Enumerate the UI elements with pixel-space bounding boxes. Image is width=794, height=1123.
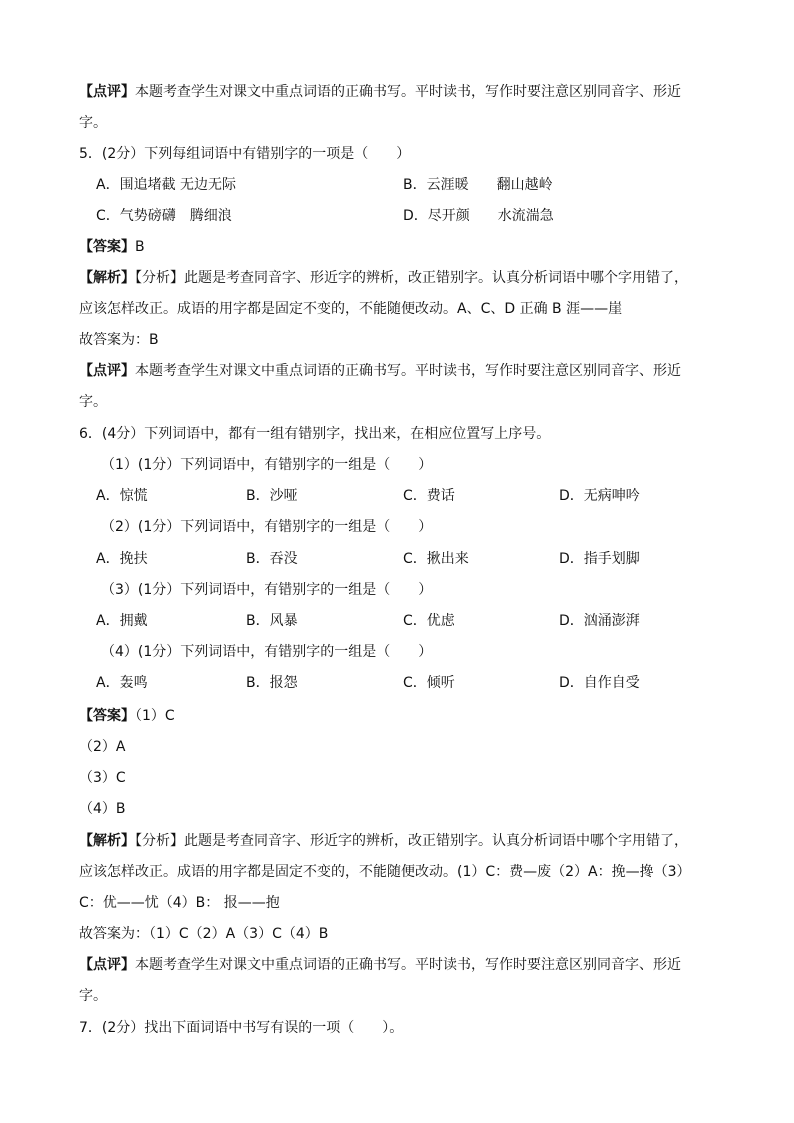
q6-sub4-option-c: C．倾听 (403, 675, 455, 691)
comment-label: 【点评】 (79, 957, 135, 973)
q6-sub1-option-d: D．无病呻吟 (559, 488, 640, 504)
q6-sub4-stem: （4）(1分）下列词语中，有错别字的一组是（ ） (101, 644, 433, 660)
q6-sub1-stem: （1）(1分）下列词语中，有错别字的一组是（ ） (101, 457, 433, 473)
q6-sub2-option-c: C．揪出来 (403, 551, 469, 567)
q6-sub1-option-a: A．惊慌 (96, 488, 148, 504)
q5-analysis (79, 268, 719, 288)
q6-sub3-stem: （3）(1分）下列词语中，有错别字的一组是（ ） (101, 582, 433, 598)
q6-answer-2: （2）A (79, 739, 126, 755)
q6-answer-3: （3）C (79, 770, 126, 786)
comment-line (79, 82, 719, 102)
q6-sub3-option-c: C．优虑 (403, 613, 455, 629)
answer-label: 【答案】 (79, 239, 135, 255)
q7-stem: 7．(2分）找出下面词语中书写有误的一项（ ）。 (79, 1020, 404, 1036)
q5-comment-cont: 字。 (79, 394, 107, 410)
q5-option-d: D．尽开颜 水流湍急 (403, 208, 554, 224)
q6-final-answer: 故答案为：（1）C（2）A（3）C（4）B (79, 926, 329, 942)
q6-sub3-option-a: A．拥戴 (96, 613, 148, 629)
q6-comment-cont: 字。 (79, 988, 107, 1004)
q6-analysis-cont-2: C：优——忧（4）B： 报——抱 (79, 895, 280, 911)
q6-analysis-text: 此题是考查同音字、形近字的辨析，改正错别字。认真分析词语中哪个字用错了， (184, 833, 688, 849)
q6-answer-1: （1）C (135, 708, 175, 724)
q6-analysis (79, 831, 719, 851)
q5-stem: 5．(2分）下列每组词语中有错别字的一项是（ ） (79, 146, 411, 162)
q5-answer (79, 237, 719, 257)
q6-sub4-option-b: B．报怨 (246, 675, 298, 691)
analysis-label: 【解析】 (79, 270, 135, 286)
q5-option-b: B．云涯暖 翻山越岭 (403, 177, 553, 193)
q5-analysis-cont: 应该怎样改正。成语的用字都是固定不变的，不能随便改动。A、C、D 正确 B 涯——崖 (79, 301, 623, 317)
comment-label: 【点评】 (79, 363, 135, 379)
q6-comment (79, 955, 719, 975)
q6-sub2-option-b: B．吞没 (246, 551, 298, 567)
comment-label: 【点评】 (79, 84, 135, 100)
comment-text: 本题考查学生对课文中重点词语的正确书写。平时读书，写作时要注意区别同音字、形近 (135, 957, 681, 973)
q5-option-a: A．围追堵截 无边无际 (96, 177, 237, 193)
q6-sub3-option-d: D．汹涌澎湃 (559, 613, 640, 629)
q6-analysis-cont-1: 应该怎样改正。成语的用字都是固定不变的，不能随便改动。(1）C：费—废（2）A：挽—搀（3） (79, 864, 691, 880)
q6-answer (79, 706, 719, 726)
comment-text: 本题考查学生对课文中重点词语的正确书写。平时读书，写作时要注意区别同音字、形近 (135, 84, 681, 100)
analysis-label: 【解析】 (79, 833, 135, 849)
answer-label: 【答案】 (79, 708, 135, 724)
comment-text: 本题考查学生对课文中重点词语的正确书写。平时读书，写作时要注意区别同音字、形近 (135, 363, 681, 379)
q6-sub4-option-d: D．自作自受 (559, 675, 640, 691)
q5-comment (79, 361, 719, 381)
q5-final-answer: 故答案为：B (79, 332, 159, 348)
analysis-prefix: 【分析】 (135, 833, 184, 849)
q6-sub1-option-c: C．费话 (403, 488, 455, 504)
q6-answer-4: （4）B (79, 801, 126, 817)
q6-sub2-option-a: A．挽扶 (96, 551, 148, 567)
comment-line-cont: 字。 (79, 115, 107, 131)
q6-sub2-option-d: D．指手划脚 (559, 551, 640, 567)
q5-answer-value: B (135, 239, 145, 255)
q6-sub2-stem: （2）(1分）下列词语中，有错别字的一组是（ ） (101, 519, 433, 535)
q5-analysis-text: 此题是考查同音字、形近字的辨析，改正错别字。认真分析词语中哪个字用错了， (184, 270, 688, 286)
q6-sub1-option-b: B．沙哑 (246, 488, 298, 504)
q6-sub3-option-b: B．风暴 (246, 613, 298, 629)
q6-sub4-option-a: A．轰鸣 (96, 675, 148, 691)
q5-option-c: C．气势磅礴 腾细浪 (96, 208, 232, 224)
q6-stem: 6．(4分）下列词语中，都有一组有错别字，找出来，在相应位置写上序号。 (79, 426, 551, 442)
analysis-prefix: 【分析】 (135, 270, 184, 286)
